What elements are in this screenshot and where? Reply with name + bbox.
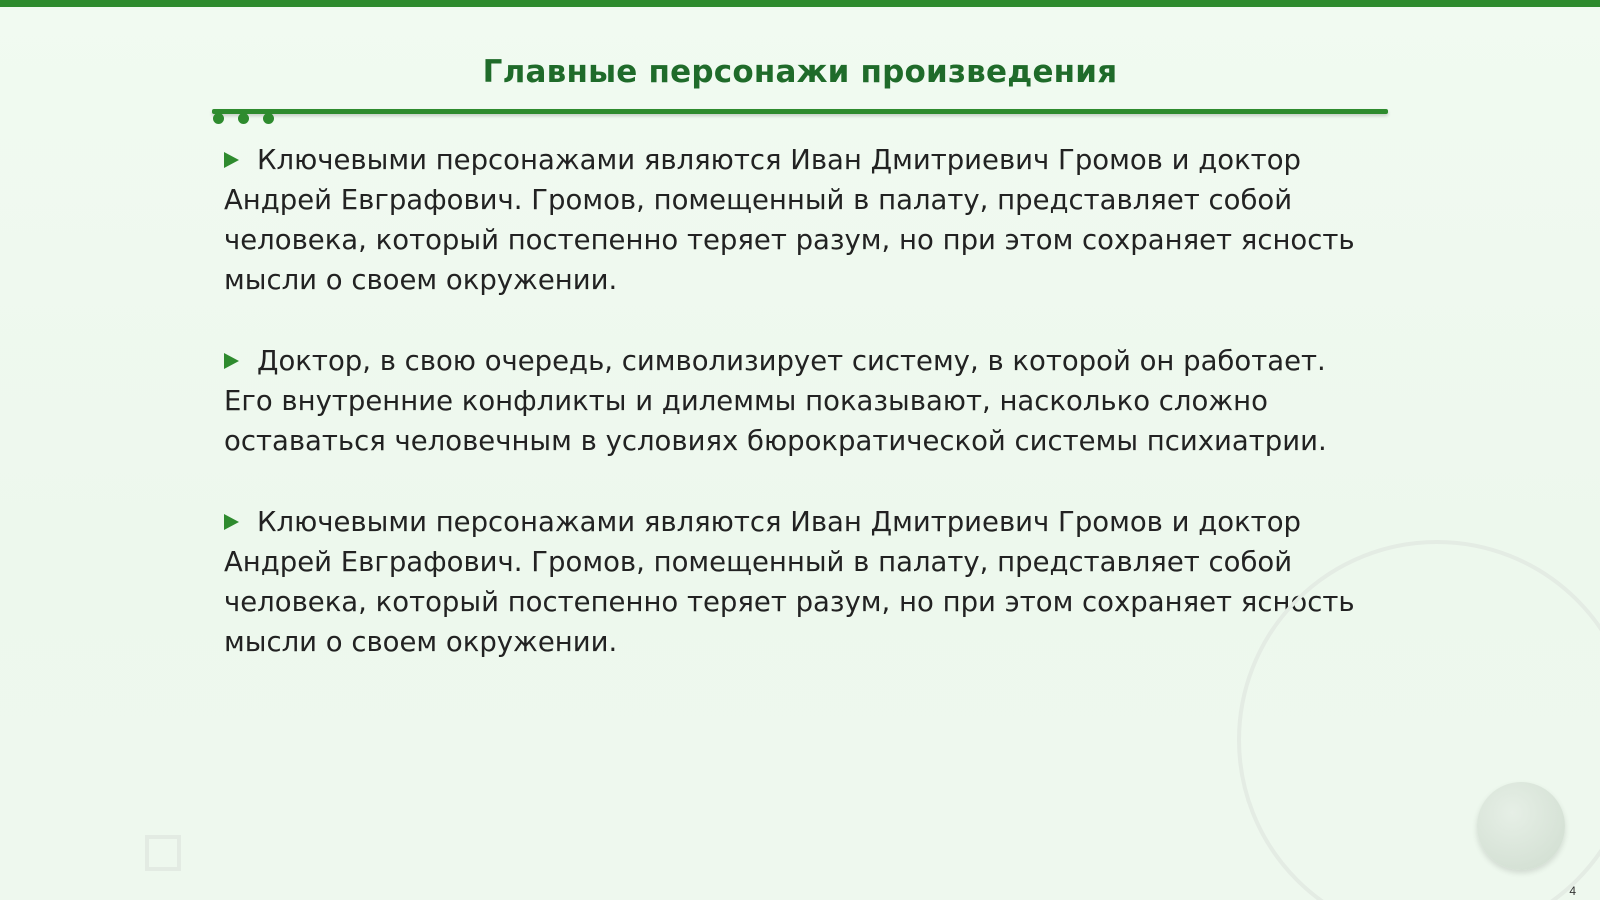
bullet-text: Доктор, в свою очередь, символизирует систему, в которой он работает. Его внутренние конфликты и дилеммы показывают, насколько сложно оставаться человечным в условиях бюрократической системы психиатрии. (224, 345, 1327, 457)
bullet-item (224, 341, 1364, 461)
bullet-text: Ключевыми персонажами являются Иван Дмитриевич Громов и доктор Андрей Евграфович. Громов, помещенный в палату, представляет собой человека, который постепенно теряет разум, но при этом сохраняет ясность мысли о своем окружении. (224, 144, 1355, 296)
bullet-list (224, 140, 1364, 703)
top-accent-bar (0, 0, 1600, 7)
triangle-right-icon (224, 353, 239, 369)
decorative-square (145, 835, 181, 871)
bullet-item (224, 502, 1364, 662)
triangle-right-icon (224, 152, 239, 168)
divider-dot (238, 113, 249, 124)
slide-title: Главные персонажи произведения (482, 54, 1118, 90)
triangle-right-icon (224, 514, 239, 530)
decorative-disc (1477, 782, 1565, 870)
divider-dot (213, 113, 224, 124)
divider-dot (263, 113, 274, 124)
page-number: 4 (1569, 884, 1576, 898)
title-divider (212, 109, 1388, 114)
bullet-item (224, 140, 1364, 300)
bullet-text: Ключевыми персонажами являются Иван Дмитриевич Громов и доктор Андрей Евграфович. Громов, помещенный в палату, представляет собой человека, который постепенно теряет разум, но при этом сохраняет ясность мысли о своем окружении. (224, 506, 1355, 658)
